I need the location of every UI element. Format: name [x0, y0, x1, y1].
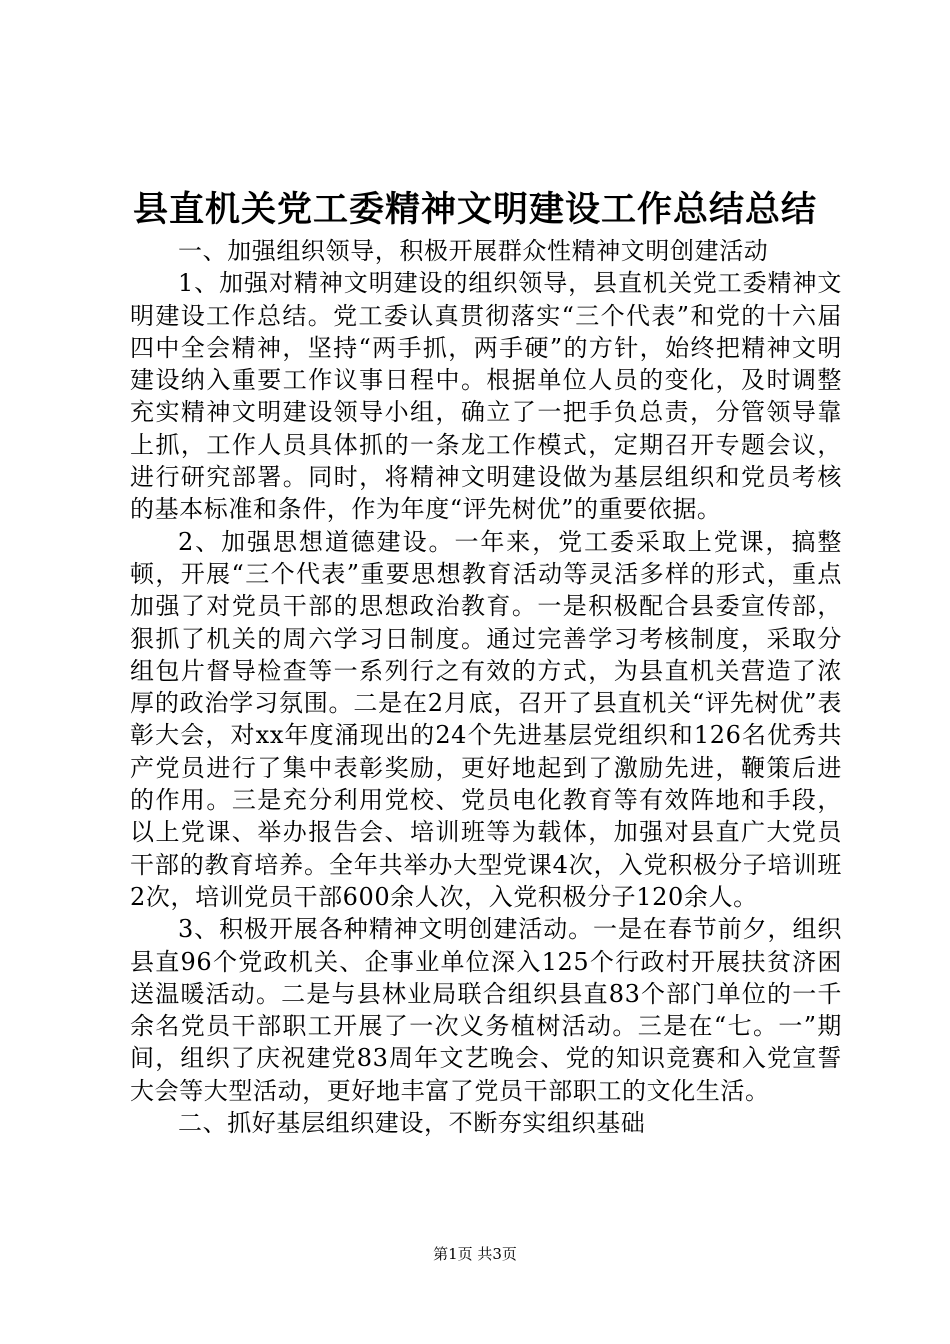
document-body	[130, 235, 842, 1139]
section-heading-1: 一、加强组织领导，积极开展群众性精神文明创建活动	[178, 237, 769, 265]
document-title: 县直机关党工委精神文明建设工作总结总结	[132, 189, 817, 230]
paragraph-2: 2、加强思想道德建设。一年来，党工委采取上党课，搞整顿，开展“三个代表”重要思想教育活动等灵活多样的形式，重点加强了对党员干部的思想政治教育。一是积极配合县委宣传部，狠抓了机关的周六学习日制度。通过完善学习考核制度，采取分组包片督导检查等一系列行之有效的方式，为县直机关营造了浓厚的政治学习氛围。二是在2月底，召开了县直机关“评先树优”表彰大会，对xx年度涌现出的24个先进基层党组织和126名优秀共产党员进行了集中表彰奖励，更好地起到了激励先进，鞭策后进的作用。三是充分利用党校、党员电化教育等有效阵地和手段，以上党课、举办报告会、培训班等为载体，加强对县直广大党员干部的教育培养。全年共举办大型党课4次，入党积极分子培训班2次，培训党员干部600余人次，入党积极分子120余人。	[130, 527, 842, 911]
page-number-footer: 第1页 共3页	[433, 1245, 517, 1263]
paragraph-1: 1、加强对精神文明建设的组织领导，县直机关党工委精神文明建设工作总结。党工委认真贯彻落实“三个代表”和党的十六届四中全会精神，坚持“两手抓，两手硬”的方针，始终把精神文明建设纳入重要工作议事日程中。根据单位人员的变化，及时调整充实精神文明建设领导小组，确立了一把手负总责，分管领导靠上抓，工作人员具体抓的一条龙工作模式，定期召开专题会议，进行研究部署。同时，将精神文明建设做为基层组织和党员考核的基本标准和条件，作为年度“评先树优”的重要依据。	[130, 269, 842, 524]
paragraph-3: 3、积极开展各种精神文明创建活动。一是在春节前夕，组织县直96个党政机关、企事业单位深入125个行政村开展扶贫济困送温暖活动。二是与县林业局联合组织县直83个部门单位的一千余名党员干部职工开展了一次义务植树活动。三是在“七。一”期间，组织了庆祝建党83周年文艺晚会、党的知识竞赛和入党宣誓大会等大型活动，更好地丰富了党员干部职工的文化生活。	[130, 915, 842, 1105]
section-heading-2: 二、抓好基层组织建设，不断夯实组织基础	[178, 1109, 646, 1138]
